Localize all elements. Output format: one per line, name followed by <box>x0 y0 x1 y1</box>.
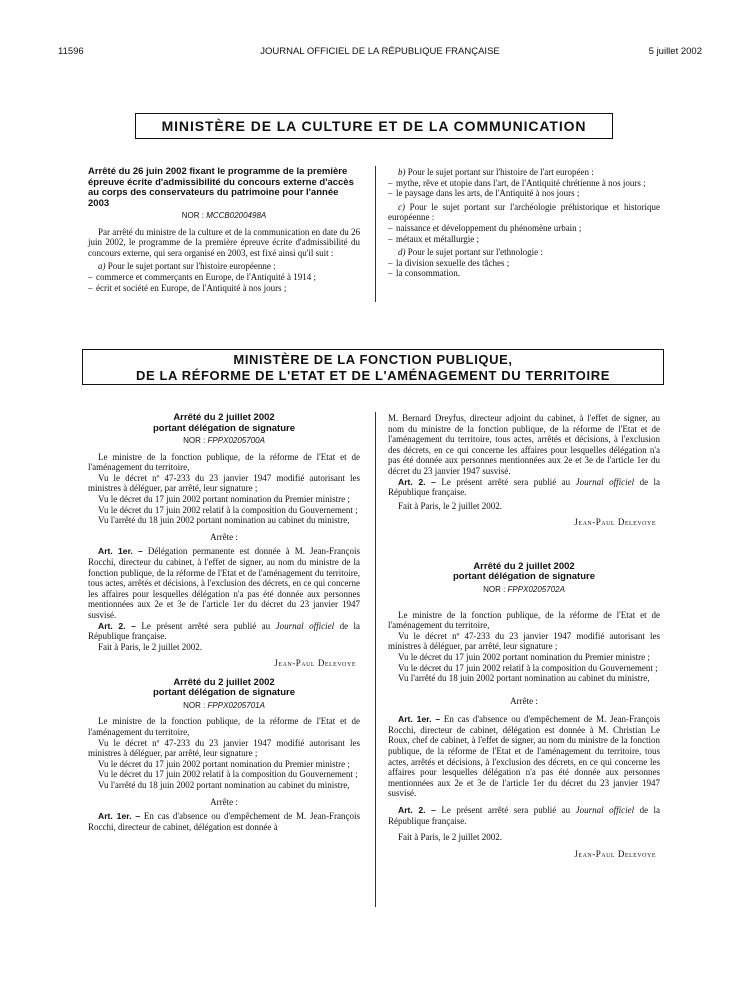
article-1-label: Art. 1er. – <box>98 546 143 557</box>
article-2-text-end: de la République française. <box>88 620 361 642</box>
journal-officiel: Journal officiel <box>575 476 635 487</box>
arrete-culture-nor <box>88 211 360 222</box>
arrete-b-title-line1: Arrêté du 2 juillet 2002 <box>173 676 275 688</box>
column-divider <box>375 412 376 907</box>
arrete-culture-title: Arrêté du 26 juin 2002 fixant le programme de la première épreuve écrite d'admissibilité du concours externe d'accès au corps des conservateurs du patrimoine pour l'année 2003 <box>88 166 354 209</box>
right-column <box>388 413 660 859</box>
list-item: – écrit et société en Europe, de l'Antiquité à nos jours ; <box>88 283 360 294</box>
section-a-letter: a) <box>98 261 106 272</box>
visa: Vu le décret nº 47-233 du 23 janvier 1947 modifié autorisant les ministres à déléguer, par arrêté, leur signature ; <box>88 737 360 759</box>
visa: Le ministre de la fonction publique, de la réforme de l'Etat et de l'aménagement du territoire, <box>88 716 360 738</box>
visa: Vu le décret nº 47-233 du 23 janvier 1947 modifié autorisant les ministres à déléguer, par arrêté, leur signature ; <box>388 630 660 652</box>
section-d-text: Pour le sujet portant sur l'ethnologie : <box>407 247 543 258</box>
article-2 <box>388 805 660 826</box>
article-2-text: Le présent arrêté sera publié au <box>441 805 571 816</box>
section-a-text: Pour le sujet portant sur l'histoire européenne : <box>107 261 276 272</box>
section-b <box>388 167 660 178</box>
article-2 <box>88 621 360 642</box>
article-1-text: Délégation permanente est donnée à M. Jean-François Rocchi, directeur du cabinet, à l'effet de signer, au nom du ministre de la fonction publique, de la réforme de l'Etat et de l'aménagement du territoire, tous actes, arrêtés et décisions, à l'exclusion des décrets, en ce qui concerne les affaires pour lesquelles délégation n'a pas été donnée aux personnes mentionnées aux 2e et 3e de l'article 1er du décret du 23 janvier 1947 susvisé. <box>88 546 361 620</box>
section-a <box>88 261 360 272</box>
signature: Jean-Paul Delevoye <box>574 848 656 859</box>
ministry-fp-title-line1: MINISTÈRE DE LA FONCTION PUBLIQUE, <box>233 352 513 367</box>
visa: Le ministre de la fonction publique, de la réforme de l'Etat et de l'aménagement du territoire, <box>88 451 360 473</box>
arrete-c-nor <box>388 585 660 596</box>
arrete-c-title-line1: Arrêté du 2 juillet 2002 <box>473 560 575 572</box>
section-d <box>388 247 660 258</box>
list-item: – la division sexuelle des tâches ; <box>388 258 660 269</box>
running-header <box>58 46 702 60</box>
visa: Vu le décret du 17 juin 2002 portant nomination du Premier ministre ; <box>98 493 350 504</box>
arrete-c-title <box>388 562 660 583</box>
article-1 <box>88 546 360 620</box>
fait-a-paris: Fait à Paris, le 2 juillet 2002. <box>98 641 202 652</box>
visa: Vu le décret du 17 juin 2002 relatif à la composition du Gouvernement ; <box>98 769 358 780</box>
section-b-text: Pour le sujet portant sur l'histoire de l'art européen : <box>407 167 594 177</box>
section-b-letter: b) <box>398 167 406 177</box>
journal-title: JOURNAL OFFICIEL DE LA RÉPUBLIQUE FRANÇAISE <box>260 46 500 57</box>
ministry-culture-heading <box>135 113 613 139</box>
article-2-label: Art. 2. – <box>398 476 436 487</box>
article-1-label: Art. 1er. – <box>98 811 141 822</box>
section-d-letter: d) <box>398 247 406 258</box>
article-2-label: Art. 2. – <box>398 805 436 816</box>
article-2-text-end: de la République française. <box>388 476 661 498</box>
signature: Jean-Paul Delevoye <box>274 658 356 669</box>
visa: Vu le décret du 17 juin 2002 portant nomination du Premier ministre ; <box>398 651 650 662</box>
article-1-text: En cas d'absence ou d'empêchement de M. Jean-François Rocchi, directeur de cabinet, délégation est donnée à <box>88 811 361 832</box>
article-1 <box>88 811 360 832</box>
arrete-label: Arrête : <box>210 796 238 807</box>
article-2-label: Art. 2. – <box>98 620 136 631</box>
journal-officiel: Journal officiel <box>275 620 335 631</box>
fait-a-paris: Fait à Paris, le 2 juillet 2002. <box>398 832 502 843</box>
nor-code: FPPX0205702A <box>507 584 565 594</box>
journal-officiel: Journal officiel <box>575 805 635 816</box>
nor-label: NOR : <box>183 700 206 710</box>
visa: Vu l'arrêté du 18 juin 2002 portant nomination au cabinet du ministre, <box>398 673 650 684</box>
list-item: – la consommation. <box>388 268 660 279</box>
visa: Vu le décret du 17 juin 2002 relatif à la composition du Gouvernement ; <box>98 504 358 515</box>
nor-code: MCCB0200498A <box>206 211 267 220</box>
arrete-culture-right <box>388 167 660 279</box>
article-1 <box>388 714 660 799</box>
nor-label: NOR : <box>483 584 506 594</box>
visa: Vu l'arrêté du 18 juin 2002 portant nomination au cabinet du ministre, <box>98 515 350 526</box>
nor-label: NOR : <box>181 211 204 220</box>
visa: Vu le décret du 17 juin 2002 relatif à la composition du Gouvernement ; <box>398 662 658 673</box>
arrete-label: Arrête : <box>510 695 538 706</box>
article-2-text: Le présent arrêté sera publié au <box>141 620 271 631</box>
arrete-c-title-line2: portant délégation de signature <box>453 571 595 583</box>
arrete-culture-left <box>88 167 360 293</box>
ministry-culture-title: MINISTÈRE DE LA CULTURE ET DE LA COMMUNICATION <box>161 118 587 134</box>
arrete-a-title-line2: portant délégation de signature <box>153 422 295 434</box>
arrete-b-nor <box>88 701 360 712</box>
section-c <box>388 202 660 223</box>
ministry-fonction-publique-heading <box>82 349 664 385</box>
fait-a-paris: Fait à Paris, le 2 juillet 2002. <box>398 500 502 511</box>
list-item: – naissance et développement du phénomène urbain ; <box>388 223 660 234</box>
article-2-text: Le présent arrêté sera publié au <box>441 476 571 487</box>
arrete-b-title-line2: portant délégation de signature <box>153 687 295 699</box>
issue-date: 5 juillet 2002 <box>648 46 702 57</box>
visa: Vu le décret du 17 juin 2002 portant nomination du Premier ministre ; <box>98 758 350 769</box>
arrete-b-title <box>88 678 360 699</box>
visa: Vu le décret nº 47-233 du 23 janvier 1947 modifié autorisant les ministres à déléguer, par arrêté, leur signature ; <box>88 472 360 494</box>
nor-label: NOR : <box>183 436 206 445</box>
article-2 <box>388 477 660 498</box>
visa: Le ministre de la fonction publique, de la réforme de l'Etat et de l'aménagement du territoire, <box>388 609 660 631</box>
list-item: – le paysage dans les arts, de l'Antiquité à nos jours ; <box>388 188 660 199</box>
nor-code: FPPX0205700A <box>207 436 265 445</box>
article-1-text: En cas d'absence ou d'empêchement de M. Jean-François Rocchi, directeur de cabinet, délégation est donnée à M. Christian Le Roux, chef de cabinet, à l'effet de signer, au nom du ministre de la fonction publique, de la réforme de l'Etat et de l'aménagement du territoire, tous actes, arrêtés et décisions, à l'exclusion des décrets, en ce qui concerne les affaires pour lesquelles délégation n'a pas été donnée aux personnes mentionnées aux 2e et 3e de l'article 1er du décret du 23 janvier 1947 susvisé. <box>388 714 661 799</box>
article-1-label: Art. 1er. – <box>398 714 441 725</box>
list-item: – commerce et commerçants en Europe, de l'Antiquité à 1914 ; <box>88 272 360 283</box>
article-2-text-end: de la République française. <box>388 805 661 826</box>
arrete-a-nor <box>88 436 360 447</box>
visa: Vu l'arrêté du 18 juin 2002 portant nomination au cabinet du ministre, <box>98 780 350 791</box>
arrete-culture-intro: Par arrêté du ministre de la culture et de la communication en date du 26 juin 2002, le programme de la première épreuve écrite d'admissibilité du concours externe, qui sera organisé en 2003, est fixé ainsi qu'il suit : <box>88 226 360 258</box>
section-c-letter: c) <box>398 201 405 212</box>
arrete-a-title <box>88 413 360 434</box>
left-column <box>88 413 360 832</box>
article-1-continued: M. Bernard Dreyfus, directeur adjoint du cabinet, à l'effet de signer, au nom du ministre de la fonction publique, de la réforme de l'Etat et de l'aménagement du territoire, tous actes, arrêtés et décisions, à l'exclusion des décrets, en ce qui concerne les affaires pour lesquelles délégation n'a pas été donnée aux personnes mentionnées aux 2e et 3e de l'article 1er du décret du 23 janvier 1947 susvisé. <box>388 413 660 476</box>
arrete-a-title-line1: Arrêté du 2 juillet 2002 <box>173 412 275 423</box>
ministry-fp-title-line2: DE LA RÉFORME DE L'ETAT ET DE L'AMÉNAGEMENT DU TERRITOIRE <box>136 367 610 383</box>
list-item: – métaux et métallurgie ; <box>388 234 660 245</box>
column-divider <box>375 166 376 302</box>
list-item: – mythe, rêve et utopie dans l'art, de l'Antiquité chrétienne à nos jours ; <box>388 178 660 189</box>
nor-code: FPPX0205701A <box>207 700 265 710</box>
arrete-label: Arrête : <box>210 531 238 542</box>
page-number: 11596 <box>58 46 84 57</box>
section-c-text: Pour le sujet portant sur l'archéologie préhistorique et historique européenne : <box>388 201 661 223</box>
signature: Jean-Paul Delevoye <box>574 517 656 528</box>
